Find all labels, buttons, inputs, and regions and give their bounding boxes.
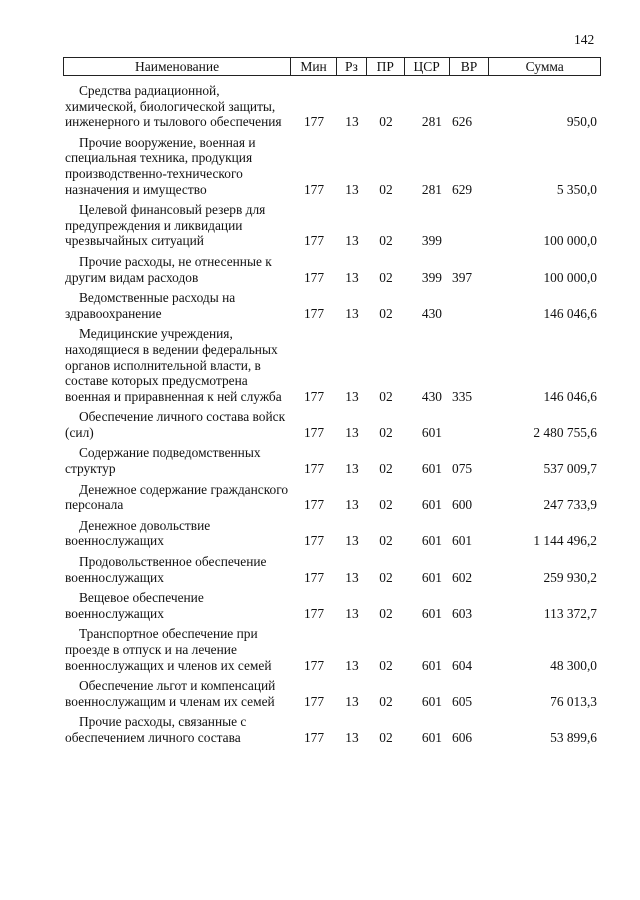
cell-min: 177: [303, 269, 325, 285]
cell-rz: 13: [345, 181, 359, 197]
cell-pr: 02: [379, 305, 393, 321]
table-row: [63, 678, 601, 709]
cell-vr: 335: [452, 388, 473, 404]
row-name: Медицинские учреждения, находящиеся в ведении федеральных органов исполнительной власти, в составе которых предусмотрена военная и приравненная к ней служба: [65, 326, 282, 404]
table-row: [63, 554, 601, 585]
cell-pr: 02: [379, 533, 393, 549]
row-name: Средства радиационной, химической, биологической защиты, инженерного и тылового обеспечения: [65, 83, 282, 130]
row-name: Целевой финансовый резерв для предупреждения и ликвидации чрезвычайных ситуаций: [65, 202, 266, 249]
cell-csr: 399: [421, 269, 442, 285]
table-row: [63, 518, 601, 549]
table-row: [63, 409, 601, 440]
row-name: Прочие расходы, не отнесенные к другим видам расходов: [65, 253, 272, 285]
cell-rz: 13: [345, 269, 359, 285]
table-row: [63, 590, 601, 621]
cell-csr: 601: [421, 424, 442, 440]
cell-vr: 626: [452, 114, 473, 130]
cell-csr: 399: [421, 233, 442, 249]
row-name: Денежное довольствие военнослужащих: [65, 517, 211, 549]
cell-min: 177: [303, 569, 325, 585]
row-name: Обеспечение льгот и компенсаций военнослужащим и членам их семей: [65, 678, 276, 709]
cell-min: 177: [303, 114, 325, 130]
cell-vr: 602: [452, 569, 473, 585]
cell-pr: 02: [379, 461, 393, 477]
cell-pr: 02: [379, 269, 393, 285]
cell-min: 177: [303, 693, 325, 709]
cell-rz: 13: [345, 533, 359, 549]
cell-pr: 02: [379, 424, 393, 440]
page-number: 142: [574, 32, 595, 47]
header-min: Мин: [291, 58, 337, 75]
cell-min: 177: [303, 461, 325, 477]
cell-vr: 397: [452, 269, 473, 285]
cell-vr: 600: [452, 497, 473, 513]
table-body: [63, 83, 601, 746]
budget-table: [63, 57, 601, 751]
cell-rz: 13: [345, 693, 359, 709]
cell-csr: 601: [421, 605, 442, 621]
cell-csr: 601: [421, 693, 442, 709]
cell-pr: 02: [379, 497, 393, 513]
cell-sum: 146 046,6: [543, 305, 597, 321]
cell-rz: 13: [345, 388, 359, 404]
cell-sum: 76 013,3: [550, 693, 597, 709]
header-rz: Рз: [337, 58, 367, 75]
cell-csr: 601: [421, 729, 442, 745]
table-row: [63, 482, 601, 513]
row-name: Вещевое обеспечение военнослужащих: [65, 590, 204, 621]
cell-sum: 100 000,0: [543, 233, 597, 249]
cell-min: 177: [303, 388, 325, 404]
cell-pr: 02: [379, 657, 393, 673]
cell-pr: 02: [379, 181, 393, 197]
row-name: Содержание подведомственных структур: [65, 445, 261, 477]
cell-pr: 02: [379, 729, 393, 745]
cell-csr: 601: [421, 461, 442, 477]
table-row: [63, 714, 601, 745]
cell-rz: 13: [345, 497, 359, 513]
row-name: Обеспечение личного состава войск (сил): [65, 409, 286, 440]
cell-min: 177: [303, 533, 325, 549]
cell-csr: 601: [421, 569, 442, 585]
cell-min: 177: [303, 497, 325, 513]
cell-pr: 02: [379, 233, 393, 249]
cell-min: 177: [303, 605, 325, 621]
row-name: Продовольственное обеспечение военнослужащих: [65, 554, 267, 585]
cell-vr: 604: [452, 657, 473, 673]
cell-vr: 601: [452, 533, 473, 549]
cell-vr: 606: [452, 729, 473, 745]
table-row: [63, 290, 601, 321]
cell-vr: 075: [452, 461, 473, 477]
table-row: [63, 326, 601, 404]
cell-sum: 2 480 755,6: [533, 424, 597, 440]
cell-min: 177: [303, 233, 325, 249]
cell-rz: 13: [345, 569, 359, 585]
cell-min: 177: [303, 305, 325, 321]
cell-min: 177: [303, 657, 325, 673]
cell-csr: 281: [421, 114, 442, 130]
header-name: Наименование: [64, 58, 291, 75]
table-row: [63, 626, 601, 673]
cell-sum: 100 000,0: [543, 269, 597, 285]
cell-rz: 13: [345, 605, 359, 621]
cell-vr: 605: [452, 693, 473, 709]
cell-min: 177: [303, 181, 325, 197]
cell-csr: 601: [421, 533, 442, 549]
row-name: Транспортное обеспечение при проезде в отпуск и на лечение военнослужащих и членов их семей: [65, 626, 272, 673]
cell-pr: 02: [379, 388, 393, 404]
cell-vr: 629: [452, 181, 473, 197]
cell-rz: 13: [345, 461, 359, 477]
cell-csr: 601: [421, 497, 442, 513]
cell-rz: 13: [345, 424, 359, 440]
cell-sum: 146 046,6: [543, 388, 597, 404]
cell-rz: 13: [345, 233, 359, 249]
table-row: [63, 445, 601, 476]
cell-sum: 113 372,7: [543, 605, 597, 621]
cell-csr: 281: [421, 181, 442, 197]
table-row: [63, 254, 601, 285]
table-row: [63, 135, 601, 197]
cell-rz: 13: [345, 729, 359, 745]
table-row: [63, 83, 601, 130]
cell-csr: 601: [421, 657, 442, 673]
cell-sum: 48 300,0: [550, 657, 597, 673]
row-name: Прочие расходы, связанные с обеспечением личного состава: [65, 714, 247, 745]
cell-min: 177: [303, 424, 325, 440]
row-name: Прочие вооружение, военная и специальная техника, продукция производственно-технического назначения и имущество: [65, 134, 256, 197]
cell-sum: 5 350,0: [556, 181, 597, 197]
table-row: [63, 202, 601, 249]
table-header: [63, 57, 601, 76]
header-vr: ВР: [450, 58, 490, 75]
header-sum: Сумма: [525, 59, 564, 74]
cell-sum: 1 144 496,2: [533, 533, 597, 549]
cell-rz: 13: [345, 114, 359, 130]
cell-pr: 02: [379, 569, 393, 585]
header-pr: ПР: [367, 58, 405, 75]
header-csr: ЦСР: [405, 58, 450, 75]
cell-sum: 259 930,2: [543, 569, 597, 585]
cell-rz: 13: [345, 657, 359, 673]
cell-sum: 537 009,7: [543, 461, 597, 477]
row-name: Денежное содержание гражданского персонала: [65, 481, 289, 513]
cell-vr: 603: [452, 605, 473, 621]
cell-pr: 02: [379, 693, 393, 709]
row-name: Ведомственные расходы на здравоохранение: [65, 290, 236, 321]
cell-pr: 02: [379, 114, 393, 130]
cell-pr: 02: [379, 605, 393, 621]
cell-csr: 430: [421, 305, 442, 321]
cell-rz: 13: [345, 305, 359, 321]
cell-csr: 430: [421, 388, 442, 404]
cell-min: 177: [303, 729, 325, 745]
cell-sum: 950,0: [566, 114, 597, 130]
cell-sum: 53 899,6: [550, 729, 597, 745]
cell-sum: 247 733,9: [543, 497, 597, 513]
